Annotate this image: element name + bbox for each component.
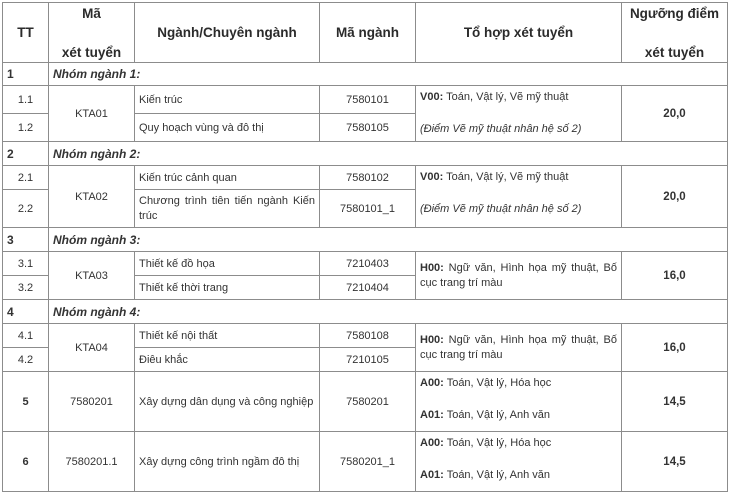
group-row-4 [3,300,728,324]
table-row-5 [3,372,728,432]
group-tt: 3 [3,228,49,252]
major-code: 7580201_1 [320,432,416,492]
group-row-2 [3,142,728,166]
row-tt: 4.2 [3,348,49,372]
group-code: KTA03 [49,252,135,300]
major-code: 7580105 [320,114,416,142]
combo-code: A00: [420,377,444,389]
combo-desc: Toán, Vật lý, Anh văn [443,469,551,481]
header-ma-xet-tuyen-line1: Mã [82,5,101,21]
table-row-6 [3,432,728,492]
row-tt: 2.2 [3,190,49,228]
combo-desc: Ngữ văn, Hình họa mỹ thuật, Bố cục trang trí màu [420,261,617,289]
major-name: Thiết kế nội thất [135,324,320,348]
table-row-2-1 [3,166,728,190]
group-code: 7580201.1 [49,432,135,492]
combo-desc: Toán, Vật lý, Hóa học [443,377,552,389]
score: 14,5 [622,372,728,432]
major-code: 7580102 [320,166,416,190]
major-name: Kiến trúc cảnh quan [135,166,320,190]
group-name: Nhóm ngành 3: [49,228,728,252]
score: 20,0 [622,166,728,228]
group-code: 7580201 [49,372,135,432]
combo-desc: Toán, Vật lý, Hóa học [443,437,552,449]
major-code: 7210105 [320,348,416,372]
combo-code: A00: [420,437,444,449]
group-code: KTA04 [49,324,135,372]
header-nguong-diem-line2: xét tuyển [644,44,705,60]
major-name: Thiết kế thời trang [135,276,320,300]
combo-desc: Toán, Vật lý, Anh văn [443,409,551,421]
row-tt: 1.1 [3,86,49,114]
major-code: 7580101 [320,86,416,114]
combo-cell [416,86,622,142]
score: 16,0 [622,252,728,300]
score: 16,0 [622,324,728,372]
header-ma-xet-tuyen [49,3,135,63]
row-tt: 2.1 [3,166,49,190]
header-ma-nganh: Mã ngành [320,3,416,63]
combo-code: V00: [420,171,444,183]
group-name: Nhóm ngành 4: [49,300,728,324]
group-code: KTA02 [49,166,135,228]
group-name: Nhóm ngành 1: [49,63,728,86]
major-name: Quy hoạch vùng và đô thị [135,114,320,142]
admission-table [2,2,728,492]
major-code: 7580101_1 [320,190,416,228]
header-row [3,3,728,63]
header-nguong-diem-line1: Ngưỡng điểm [629,5,720,21]
table-row-3-1 [3,252,728,276]
table-row-1-1 [3,86,728,114]
group-name: Nhóm ngành 2: [49,142,728,166]
combo-cell [416,324,622,372]
major-name: Xây dựng dân dụng và công nghiệp [135,372,320,432]
row-tt: 3.2 [3,276,49,300]
combo-code: A01: [420,409,444,421]
combo-desc: Toán, Vật lý, Vẽ mỹ thuật [443,171,569,183]
combo-code: A01: [420,469,444,481]
score: 14,5 [622,432,728,492]
group-tt: 4 [3,300,49,324]
header-nganh: Ngành/Chuyên ngành [135,3,320,63]
major-code: 7580201 [320,372,416,432]
combo-cell [416,432,622,492]
row-tt: 4.1 [3,324,49,348]
combo-note: (Điểm Vẽ mỹ thuật nhân hệ số 2) [420,123,582,135]
major-name: Chương trình tiên tiến ngành Kiến trúc [135,190,320,228]
group-row-1 [3,63,728,86]
major-name: Kiến trúc [135,86,320,114]
group-tt: 1 [3,63,49,86]
combo-note: (Điểm Vẽ mỹ thuật nhân hệ số 2) [420,203,582,215]
combo-cell [416,372,622,432]
group-tt: 2 [3,142,49,166]
combo-cell [416,252,622,300]
major-code: 7210404 [320,276,416,300]
group-code: KTA01 [49,86,135,142]
combo-code: V00: [420,91,444,103]
group-row-3 [3,228,728,252]
row-tt: 1.2 [3,114,49,142]
row-tt: 5 [3,372,49,432]
combo-desc: Toán, Vật lý, Vẽ mỹ thuật [443,91,569,103]
header-tt: TT [3,3,49,63]
header-ma-xet-tuyen-line2: xét tuyển [61,44,122,60]
combo-cell [416,166,622,228]
combo-code: H00: [420,261,444,274]
combo-code: H00: [420,333,444,346]
row-tt: 6 [3,432,49,492]
major-code: 7210403 [320,252,416,276]
major-name: Thiết kế đồ họa [135,252,320,276]
major-name: Điêu khắc [135,348,320,372]
header-to-hop: Tổ hợp xét tuyển [416,3,622,63]
row-tt: 3.1 [3,252,49,276]
score: 20,0 [622,86,728,142]
table-row-4-1 [3,324,728,348]
major-code: 7580108 [320,324,416,348]
combo-desc: Ngữ văn, Hình họa mỹ thuật, Bố cục trang trí màu [420,333,617,361]
major-name: Xây dựng công trình ngầm đô thị [135,432,320,492]
header-nguong-diem [622,3,728,63]
